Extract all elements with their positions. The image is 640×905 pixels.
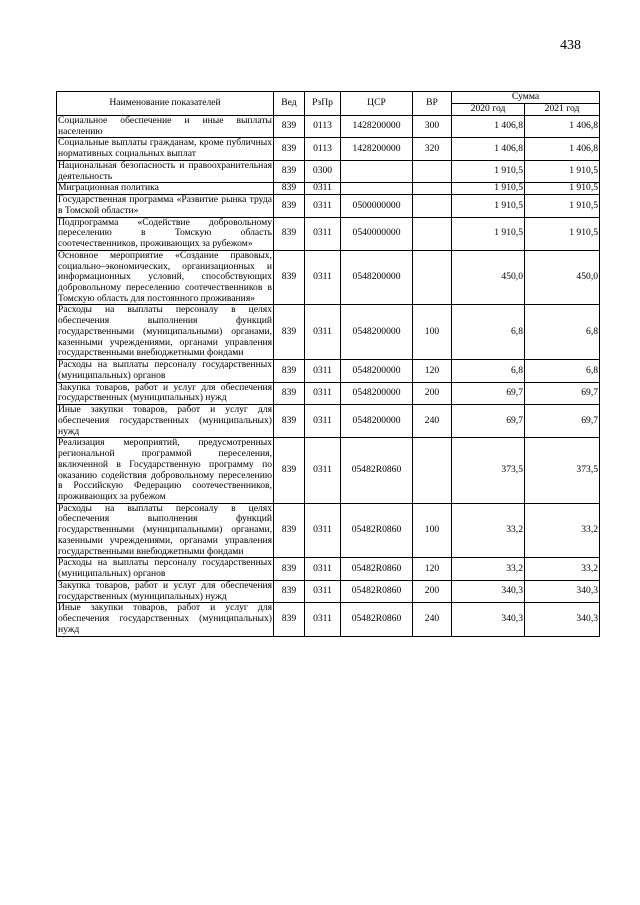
row-csr: 05482R0860 [341,558,413,580]
row-vr: 240 [413,603,452,636]
row-name: Реализация мероприятий, предусмотренных региональной программой переселения, включенной в Государственную программу по оказанию содействия добровольному переселению в Российскую Федерацию соотечественников, проживающих за рубежом [58,437,272,502]
row-rzpr: 0311 [305,195,341,217]
row-name: Национальная безопасность и правоохранительная деятельность [58,159,272,182]
row-csr: 05482R0860 [341,603,413,636]
row-sum-2020: 69,7 [452,382,525,404]
row-sum-2020: 1 910,5 [452,217,525,250]
row-name: Иные закупки товаров, работ и услуг для обеспечения государственных (муниципальных) нужд [58,602,272,635]
row-sum-2021: 33,2 [525,558,600,580]
row-sum-2020: 6,8 [452,360,525,382]
row-name: Расходы на выплаты персоналу государственных (муниципальных) органов [58,359,272,381]
row-rzpr: 0311 [305,305,341,360]
row-sum-2020: 6,8 [452,305,525,360]
row-ved: 839 [274,382,305,404]
row-vr [413,160,452,182]
row-csr: 0548200000 [341,382,413,404]
row-sum-2021: 340,3 [525,580,600,602]
row-sum-2020: 1 406,8 [452,138,525,160]
row-rzpr: 0113 [305,116,341,138]
row-ved: 839 [274,438,305,503]
header-ved: Вед [274,92,305,116]
row-vr [413,217,452,250]
row-rzpr: 0311 [305,405,341,438]
table-row [57,360,600,382]
row-ved: 839 [274,116,305,138]
table-row [57,580,600,602]
row-name: Расходы на выплаты персоналу в целях обеспечения выполнения функций государственными (муниципальными) органами, казенными учреждениями, органами управления государственными внебюджетными фондами [58,304,272,359]
row-rzpr: 0311 [305,580,341,602]
row-sum-2021: 6,8 [525,360,600,382]
row-ved: 839 [274,558,305,580]
row-rzpr: 0300 [305,160,341,182]
row-name: Расходы на выплаты персоналу в целях обеспечения выполнения функций государственными (муниципальными) органами, казенными учреждениями, органами управления государственными внебюджетными фондами [58,502,272,557]
row-vr: 100 [413,503,452,558]
row-name: Миграционная политика [57,183,274,195]
row-name: Основное мероприятие «Создание правовых, социально–экономических, организационных и информационных условий, способствующих добровольному переселению соотечественников в Томскую область для постоянного проживания» [58,249,272,304]
table-row [57,503,600,558]
table-row [57,382,600,404]
row-rzpr: 0311 [305,438,341,503]
row-sum-2021: 1 406,8 [525,116,600,138]
header-vr: ВР [413,92,452,116]
row-rzpr: 0311 [305,503,341,558]
row-rzpr: 0311 [305,603,341,636]
header-year-2021: 2021 год [525,104,600,116]
row-vr [413,438,452,503]
row-csr: 05482R0860 [341,503,413,558]
row-ved: 839 [274,603,305,636]
row-rzpr: 0311 [305,360,341,382]
row-csr: 1428200000 [341,116,413,138]
row-csr: 0500000000 [341,195,413,217]
row-ved: 839 [274,580,305,602]
row-name: Подпрограмма «Содействие добровольному переселению в Томскую область соотечественников, проживающих за рубежом» [58,216,272,250]
row-vr [413,183,452,195]
row-vr [413,250,452,305]
row-csr [341,183,413,195]
table-row [57,558,600,580]
row-ved: 839 [274,360,305,382]
row-sum-2021: 1 406,8 [525,138,600,160]
row-sum-2021: 450,0 [525,250,600,305]
row-sum-2021: 69,7 [525,382,600,404]
table-row [57,405,600,438]
row-name: Закупка товаров, работ и услуг для обеспечения государственных (муниципальных) нужд [58,579,272,602]
row-vr: 320 [413,138,452,160]
row-ved: 839 [274,503,305,558]
row-sum-2020: 373,5 [452,438,525,503]
header-rzpr: РзПр [305,92,341,116]
row-sum-2020: 33,2 [452,503,525,558]
row-vr: 300 [413,116,452,138]
table-row [57,160,600,182]
row-name: Иные закупки товаров, работ и услуг для обеспечения государственных (муниципальных) нужд [58,404,272,437]
row-csr: 0548200000 [341,405,413,438]
header-year-2020: 2020 год [452,104,525,116]
row-name: Расходы на выплаты персоналу государственных (муниципальных) органов [58,557,272,580]
row-csr [341,160,413,182]
row-ved: 839 [274,160,305,182]
row-ved: 839 [274,250,305,305]
row-name: Социальные выплаты гражданам, кроме публичных нормативных социальных выплат [58,137,272,160]
row-vr: 200 [413,580,452,602]
row-csr: 0548200000 [341,305,413,360]
table-row [57,183,600,195]
row-sum-2020: 1 406,8 [452,116,525,138]
row-csr: 1428200000 [341,138,413,160]
row-rzpr: 0311 [305,183,341,195]
row-rzpr: 0311 [305,250,341,305]
row-sum-2021: 33,2 [525,503,600,558]
header-sum: Сумма [452,92,600,104]
row-rzpr: 0311 [305,382,341,404]
row-sum-2021: 1 910,5 [525,195,600,217]
row-sum-2020: 69,7 [452,405,525,438]
row-sum-2021: 373,5 [525,438,600,503]
row-sum-2020: 450,0 [452,250,525,305]
row-csr: 0548200000 [341,360,413,382]
row-vr [413,195,452,217]
row-vr: 200 [413,382,452,404]
row-sum-2021: 1 910,5 [525,183,600,195]
table-row [57,138,600,160]
row-csr: 05482R0860 [341,438,413,503]
row-ved: 839 [274,183,305,195]
row-csr: 05482R0860 [341,580,413,602]
row-csr: 0540000000 [341,217,413,250]
row-csr: 0548200000 [341,250,413,305]
row-ved: 839 [274,305,305,360]
row-sum-2020: 1 910,5 [452,195,525,217]
row-name: Социальное обеспечение и иные выплаты населению [58,115,272,137]
row-name: Государственная программа «Развитие рынка труда в Томской области» [58,194,272,216]
row-ved: 839 [274,405,305,438]
row-sum-2020: 1 910,5 [452,183,525,195]
page-number: 438 [560,38,581,53]
row-vr: 120 [413,360,452,382]
row-ved: 839 [274,195,305,217]
row-vr: 100 [413,305,452,360]
table-row [57,195,600,217]
row-sum-2020: 340,3 [452,580,525,602]
header-name: Наименование показателей [57,92,274,116]
row-rzpr: 0311 [305,558,341,580]
row-sum-2021: 69,7 [525,405,600,438]
row-ved: 839 [274,138,305,160]
table-row [57,250,600,305]
row-rzpr: 0113 [305,138,341,160]
row-sum-2020: 1 910,5 [452,160,525,182]
row-sum-2021: 1 910,5 [525,217,600,250]
row-name: Закупка товаров, работ и услуг для обеспечения государственных (муниципальных) нужд [58,381,272,404]
row-rzpr: 0311 [305,217,341,250]
table-row [57,438,600,503]
row-vr: 240 [413,405,452,438]
budget-table [56,91,600,637]
table-row [57,116,600,138]
row-sum-2021: 340,3 [525,603,600,636]
table-header [57,92,600,116]
table-body [57,116,600,637]
header-csr: ЦСР [341,92,413,116]
row-vr: 120 [413,558,452,580]
row-sum-2021: 1 910,5 [525,160,600,182]
table-row [57,305,600,360]
row-sum-2020: 340,3 [452,603,525,636]
row-sum-2020: 33,2 [452,558,525,580]
row-ved: 839 [274,217,305,250]
table-row [57,217,600,250]
table-row [57,603,600,636]
row-sum-2021: 6,8 [525,305,600,360]
